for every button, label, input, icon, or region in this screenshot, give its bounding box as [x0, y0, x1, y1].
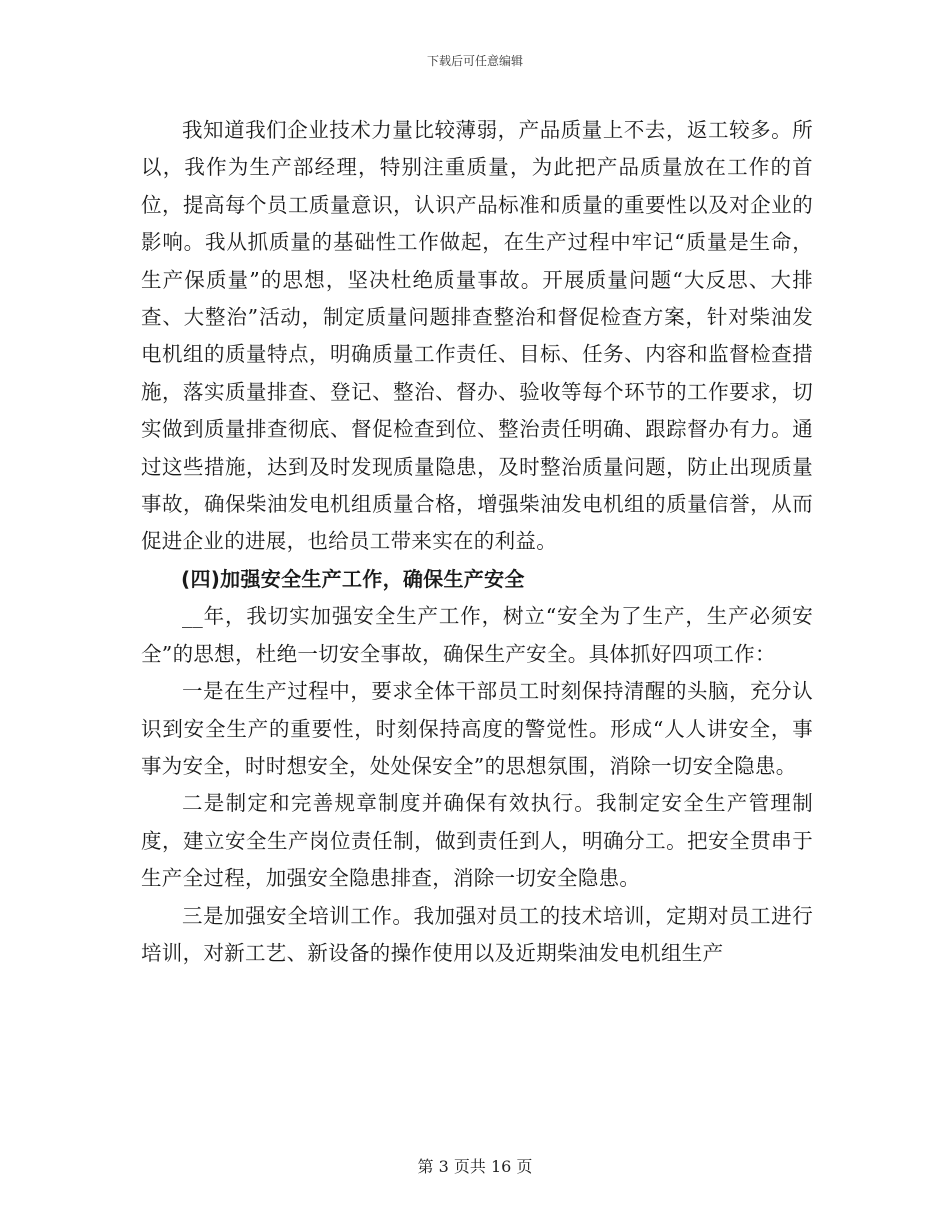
section-heading-safety: (四)加强安全生产工作，确保生产安全: [181, 566, 525, 591]
header-note: 下载后可任意编辑: [426, 54, 523, 68]
paragraph-item-two: 二是制定和完善规章制度并确保有效执行。我制定安全生产管理制度，建立安全生产岗位责任制，做到责任到人，明确分工。把安全贯串于生产全过程，加强安全隐患排查，消除一切安全隐患。: [141, 791, 813, 891]
paragraph-safety-intro: __年，我切实加强安全生产工作，树立“安全为了生产，生产必须安全”的思想，杜绝一切安全事故，确保生产安全。具体抓好四项工作：: [141, 604, 813, 666]
document-body: [141, 112, 813, 972]
paragraph-item-three: 三是加强安全培训工作。我加强对员工的技术培训，定期对员工进行培训，对新工艺、新设备的操作使用以及近期柴油发电机组生产: [141, 903, 813, 965]
paragraph-quality: 我知道我们企业技术力量比较薄弱，产品质量上不去，返工较多。所以，我作为生产部经理，特别注重质量，为此把产品质量放在工作的首位，提高每个员工质量意识，认识产品标准和质量的重要性以及对企业的影响。我从抓质量的基础性工作做起，在生产过程中牢记“质量是生命，生产保质量”的思想，坚决杜绝质量事故。开展质量问题“大反思、大排查、大整治”活动，制定质量问题排查整治和督促检查方案，针对柴油发电机组的质量特点，明确质量工作责任、目标、任务、内容和监督检查措施，落实质量排查、登记、整治、督办、验收等每个环节的工作要求，切实做到质量排查彻底、督促检查到位、整治责任明确、跟踪督办有力。通过这些措施，达到及时发现质量隐患，及时整治质量问题，防止出现质量事故，确保柴油发电机组质量合格，增强柴油发电机组的质量信誉，从而促进企业的进展，也给员工带来实在的利益。: [141, 118, 813, 554]
page-number-footer: 第 3 页共 16 页: [417, 1157, 533, 1176]
paragraph-item-one: 一是在生产过程中，要求全体干部员工时刻保持清醒的头脑，充分认识到安全生产的重要性，时刻保持高度的警觉性。形成“人人讲安全，事事为安全，时时想安全，处处保安全”的思想氛围，消除一切安全隐患。: [141, 679, 813, 778]
